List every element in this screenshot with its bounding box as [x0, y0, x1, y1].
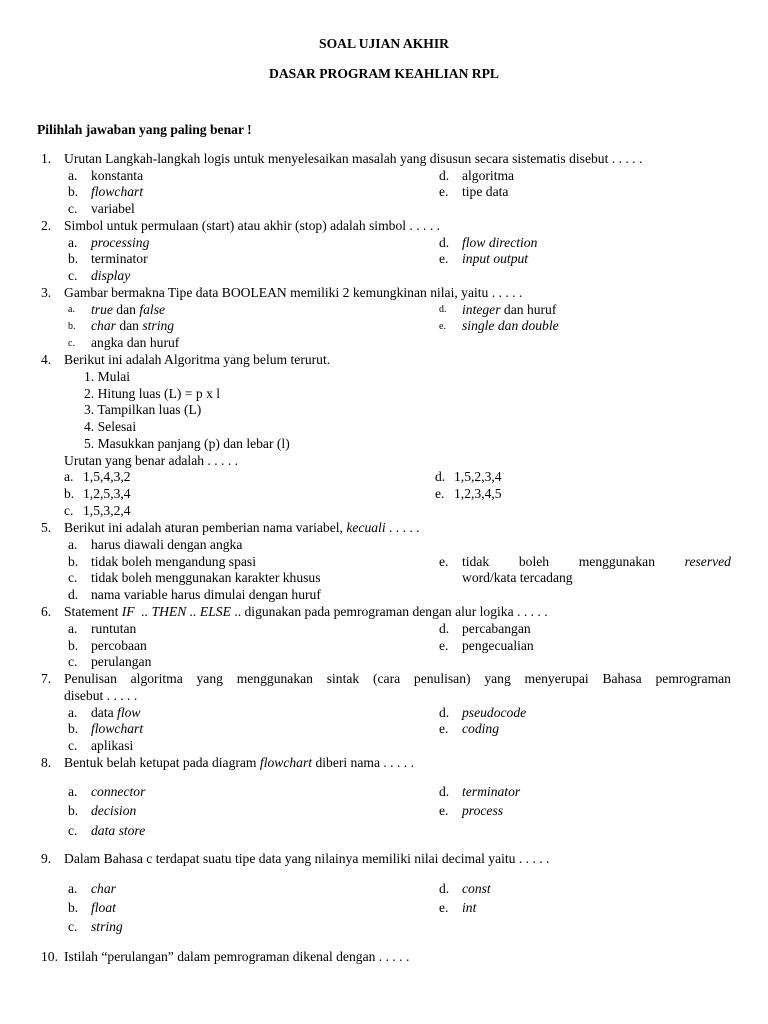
option-letter: c. [68, 654, 78, 669]
question-1-number: 1. [41, 151, 52, 166]
question-8-number: 8. [41, 755, 52, 770]
question-6-text: Statement IF .. THEN .. ELSE .. digunakan pada pemrograman dengan alur logika . . . . . [64, 604, 548, 619]
q2-option-b: terminator [91, 251, 148, 266]
q8-option-c: data store [91, 823, 146, 838]
option-letter: a. [68, 784, 78, 799]
option-letter: b. [68, 251, 79, 266]
q3-option-c: angka dan huruf [91, 335, 180, 350]
question-3-text: Gambar bermakna Tipe data BOOLEAN memiliki 2 kemungkinan nilai, yaitu . . . . . [64, 285, 523, 300]
option-letter: b. [68, 638, 79, 653]
option-letter: e. [439, 321, 446, 332]
option-letter: e. [439, 721, 449, 736]
option-letter: b. [68, 900, 79, 915]
q6-option-b: percobaan [91, 638, 147, 653]
option-letter: e. [439, 803, 449, 818]
option-letter: a. [64, 469, 74, 484]
q8-option-d: terminator [462, 784, 521, 799]
question-7-text-line1: Penulisan algoritma yang menggunakan sintak (cara penulisan) yang menyerupai Bahasa pemrograman [64, 671, 731, 686]
option-letter: c. [68, 738, 78, 753]
option-letter: d. [68, 587, 79, 602]
option-letter: c. [68, 570, 78, 585]
algorithm-step: 4. Selesai [84, 419, 137, 434]
q5-option-c: tidak boleh menggunakan karakter khusus [91, 570, 321, 585]
q4-option-e: 1,2,3,4,5 [454, 486, 502, 501]
question-4-text: Berikut ini adalah Algoritma yang belum terurut. [64, 352, 331, 367]
q9-option-b: float [91, 900, 116, 915]
option-letter: c. [64, 503, 74, 518]
question-7-text-line2: disebut . . . . . [64, 688, 138, 703]
option-letter: d. [439, 881, 450, 896]
option-letter: a. [68, 304, 75, 315]
option-letter: c. [68, 338, 75, 349]
q8-option-e: process [462, 803, 504, 818]
q7-option-b: flowchart [91, 721, 144, 736]
option-letter: e. [439, 900, 449, 915]
q3-option-e: single dan double [462, 318, 559, 333]
q4-option-a: 1,5,4,3,2 [83, 469, 131, 484]
option-letter: a. [68, 537, 78, 552]
q3-option-d: integer dan huruf [462, 302, 557, 317]
question-9-number: 9. [41, 851, 52, 866]
option-letter: d. [439, 304, 447, 315]
question-5-number: 5. [41, 520, 52, 535]
q7-option-a: data flow [91, 705, 141, 720]
option-letter: a. [68, 881, 78, 896]
option-letter: e. [439, 638, 449, 653]
q9-option-e: int [462, 900, 477, 915]
q2-option-e: input output [462, 251, 529, 266]
question-2-number: 2. [41, 218, 52, 233]
q3-option-a: true dan false [91, 302, 166, 317]
option-letter: e. [435, 486, 445, 501]
q1-option-c: variabel [91, 201, 135, 216]
q1-option-d: algoritma [462, 168, 515, 183]
q3-option-b: char dan string [91, 318, 175, 333]
q1-option-a: konstanta [91, 168, 144, 183]
option-letter: d. [439, 235, 450, 250]
option-letter: c. [68, 201, 78, 216]
option-letter: c. [68, 823, 78, 838]
option-letter: a. [68, 621, 78, 636]
q5-option-b: tidak boleh mengandung spasi [91, 554, 256, 569]
q4-option-d: 1,5,2,3,4 [454, 469, 502, 484]
q2-option-d: flow direction [462, 235, 538, 250]
option-letter: d. [435, 469, 446, 484]
question-6-number: 6. [41, 604, 52, 619]
q2-option-a: processing [91, 235, 150, 250]
page-subtitle: DASAR PROGRAM KEAHLIAN RPL [269, 66, 499, 81]
option-letter: a. [68, 235, 78, 250]
option-letter: b. [68, 184, 79, 199]
question-8-text: Bentuk belah ketupat pada diagram flowchart diberi nama . . . . . [64, 755, 414, 770]
q5-option-d: nama variable harus dimulai dengan huruf [91, 587, 321, 602]
question-10-number: 10. [41, 949, 58, 964]
question-10-text: Istilah “perulangan” dalam pemrograman dikenal dengan . . . . . [64, 949, 410, 964]
option-letter: e. [439, 251, 449, 266]
question-4-number: 4. [41, 352, 52, 367]
option-letter: b. [68, 554, 79, 569]
question-1-text: Urutan Langkah-langkah logis untuk menyelesaikan masalah yang disusun secara sistematis disebut . . . . . [64, 151, 643, 166]
q8-option-b: decision [91, 803, 137, 818]
option-letter: b. [68, 321, 76, 332]
option-letter: c. [68, 268, 78, 283]
question-9-text: Dalam Bahasa c terdapat suatu tipe data yang nilainya memiliki nilai decimal yaitu . . . . . [64, 851, 550, 866]
q6-option-e: pengecualian [462, 638, 534, 653]
q5-option-e-line1: tidak boleh menggunakan reserved [462, 554, 731, 569]
question-7-number: 7. [41, 671, 52, 686]
algorithm-step: 3. Tampilkan luas (L) [84, 402, 202, 417]
question-3-number: 3. [41, 285, 52, 300]
option-letter: d. [439, 168, 450, 183]
option-letter: b. [68, 803, 79, 818]
q9-option-a: char [91, 881, 116, 896]
q5-option-a: harus diawali dengan angka [91, 537, 243, 552]
algorithm-step: 2. Hitung luas (L) = p x l [84, 386, 221, 401]
option-letter: d. [439, 705, 450, 720]
q6-option-d: percabangan [462, 621, 531, 636]
q9-option-d: const [462, 881, 491, 896]
q1-option-b: flowchart [91, 184, 144, 199]
question-4-prompt: Urutan yang benar adalah . . . . . [64, 453, 239, 468]
option-letter: b. [68, 721, 79, 736]
q8-option-a: connector [91, 784, 146, 799]
option-letter: a. [68, 705, 78, 720]
option-letter: b. [64, 486, 75, 501]
q2-option-c: display [91, 268, 131, 283]
option-letter: d. [439, 784, 450, 799]
instruction: Pilihlah jawaban yang paling benar ! [37, 122, 252, 137]
q5-option-e-line2: word/kata tercadang [462, 570, 573, 585]
option-letter: e. [439, 184, 449, 199]
question-2-text: Simbol untuk permulaan (start) atau akhir (stop) adalah simbol . . . . . [64, 218, 441, 233]
algorithm-step: 5. Masukkan panjang (p) dan lebar (l) [84, 436, 290, 451]
q4-option-b: 1,2,5,3,4 [83, 486, 131, 501]
option-letter: c. [68, 919, 78, 934]
question-5-text: Berikut ini adalah aturan pemberian nama variabel, kecuali . . . . . [64, 520, 420, 535]
q7-option-c: aplikasi [91, 738, 134, 753]
option-letter: d. [439, 621, 450, 636]
q1-option-e: tipe data [462, 184, 509, 199]
q9-option-c: string [91, 919, 123, 934]
algorithm-step: 1. Mulai [84, 369, 131, 384]
option-letter: e. [439, 554, 449, 569]
q7-option-d: pseudocode [462, 705, 527, 720]
option-letter: a. [68, 168, 78, 183]
page-title: SOAL UJIAN AKHIR [319, 36, 449, 51]
q7-option-e: coding [462, 721, 499, 736]
q6-option-a: runtutan [91, 621, 137, 636]
q4-option-c: 1,5,3,2,4 [83, 503, 131, 518]
q6-option-c: perulangan [91, 654, 152, 669]
